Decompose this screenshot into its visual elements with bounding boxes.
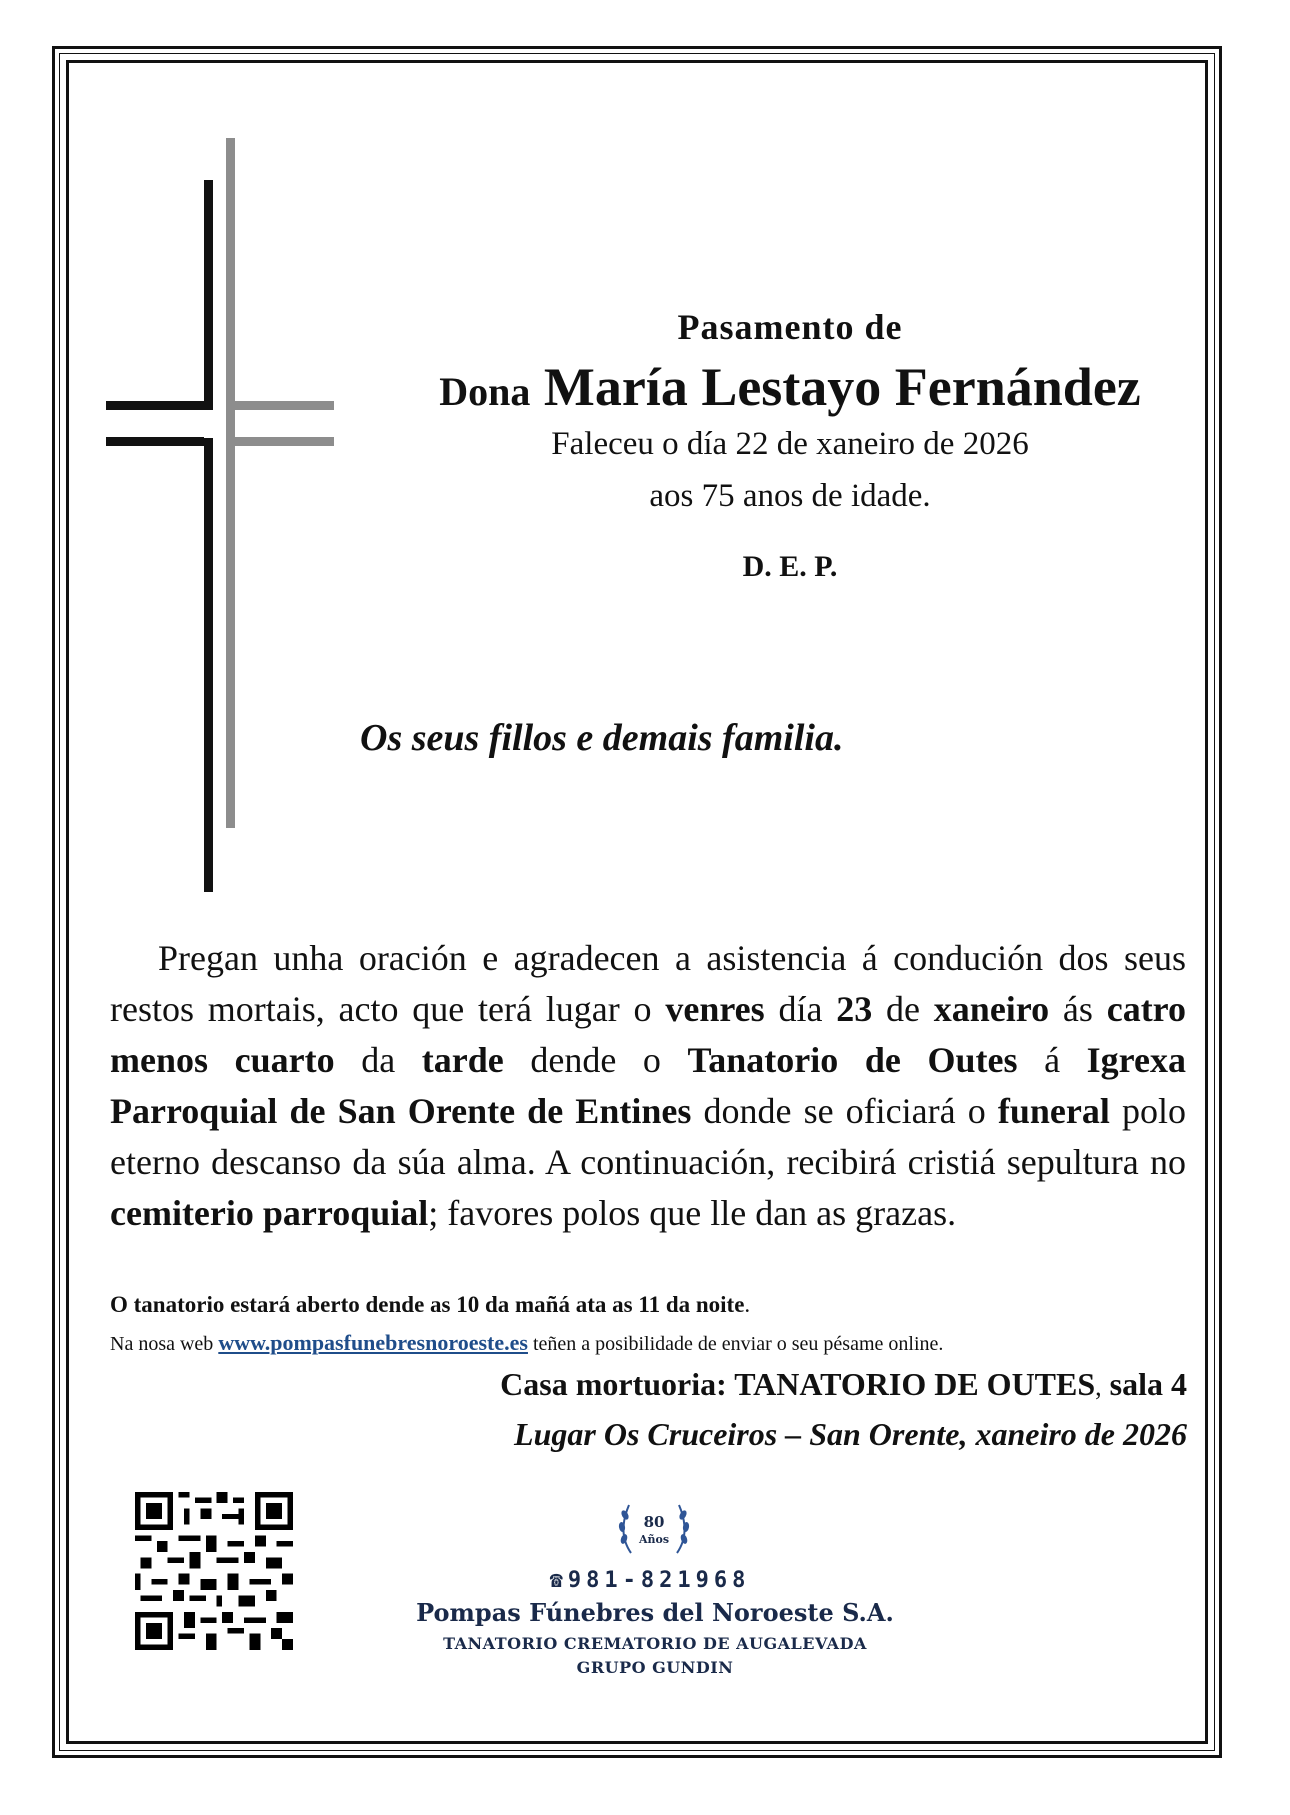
- body-text-6: dende o: [503, 1040, 688, 1080]
- 80-years-emblem-icon: [611, 1493, 697, 1563]
- body-bold-3: xaneiro: [933, 989, 1050, 1029]
- web-prefix: Na nosa web: [110, 1333, 219, 1355]
- body-bold-4: catro menos cuarto: [110, 989, 1187, 1080]
- cross-black-arm-bottom: [106, 437, 212, 446]
- hours-period: .: [744, 1292, 751, 1317]
- body-text-7: á: [1017, 1040, 1087, 1080]
- cross-black-vertical: [204, 180, 213, 892]
- body-bold-2: 23: [836, 989, 873, 1029]
- body-bold-7: Igrexa Parroquial de San Orente de Entines: [110, 1040, 1186, 1131]
- body-text-3: de: [872, 989, 934, 1029]
- hours-text: O tanatorio estará aberto dende as 10 da mañá ata as 11 da noite: [110, 1292, 745, 1317]
- body-bold-5: tarde: [421, 1040, 504, 1080]
- body-text-8: donde se oficiará o: [691, 1091, 998, 1131]
- body-bold-1: venres: [665, 989, 765, 1029]
- body-text-4: ás: [1049, 989, 1107, 1029]
- name-text: María Lestayo Fernández: [543, 357, 1141, 417]
- casa-separator: ,: [1095, 1372, 1102, 1401]
- place-date: Lugar Os Cruceiros – San Orente, xaneiro de 2026: [514, 1416, 1187, 1452]
- emblem-number: 80: [643, 1513, 665, 1531]
- cross-gray-arm-bottom: [226, 437, 334, 446]
- death-date: Faleceu o día 22 de xaneiro de 2026: [551, 426, 1029, 462]
- qr-code-icon[interactable]: [135, 1492, 293, 1650]
- title-prefix: Dona: [439, 369, 531, 414]
- sala-text: sala 4: [1101, 1366, 1187, 1402]
- website-link[interactable]: www.pompasfunebresnoroeste.es: [218, 1330, 528, 1355]
- phone-text: 981-821968: [567, 1568, 751, 1593]
- casa-label: Casa mortuoria: TANATORIO DE OUTES: [500, 1366, 1096, 1402]
- body-text-5: da: [334, 1040, 422, 1080]
- cross-gray-vertical: [226, 138, 235, 828]
- phone-number[interactable]: [480, 1568, 820, 1593]
- body-text-9: polo eterno descanso da súa alma. A continuación, recibirá cristiá sepultura no: [110, 1091, 1186, 1182]
- deceased-name: [380, 356, 1200, 418]
- cross-gap: [204, 410, 213, 438]
- dep-text: D. E. P.: [742, 550, 838, 583]
- company-subtitle-1: TANATORIO CREMATORIO DE AUGALEVADA: [443, 1634, 867, 1653]
- casa-mortuoria: [500, 1366, 1187, 1403]
- phone-icon: ☎: [549, 1568, 568, 1593]
- body-bold-9: cemiterio parroquial: [110, 1193, 429, 1233]
- body-text-10: ; favores polos que lle dan as grazas.: [428, 1193, 957, 1233]
- cross-gray-arm-top: [226, 401, 334, 410]
- web-note: [110, 1330, 943, 1356]
- notice-heading: Pasamento de: [677, 307, 903, 347]
- family-line: Os seus fillos e demais familia.: [360, 717, 844, 759]
- body-bold-8: funeral: [997, 1091, 1110, 1131]
- cross-black-arm-top: [106, 401, 212, 410]
- age-line: aos 75 anos de idade.: [649, 478, 931, 514]
- body-text-1: Pregan unha oración e agradecen a asistencia á condución dos seus restos mortais, acto que terá lugar o: [110, 938, 1186, 1029]
- funeral-details-paragraph: [110, 933, 1186, 1239]
- body-bold-6: Tanatorio de Outes: [687, 1040, 1018, 1080]
- company-name: Pompas Fúnebres del Noroeste S.A.: [416, 1598, 894, 1627]
- web-suffix: teñen a posibilidade de enviar o seu pésame online.: [527, 1333, 944, 1355]
- body-text-2: día: [764, 989, 837, 1029]
- emblem-word: Años: [638, 1533, 670, 1546]
- tanatorio-hours: [110, 1292, 750, 1318]
- company-subtitle-2: GRUPO GUNDIN: [576, 1658, 734, 1677]
